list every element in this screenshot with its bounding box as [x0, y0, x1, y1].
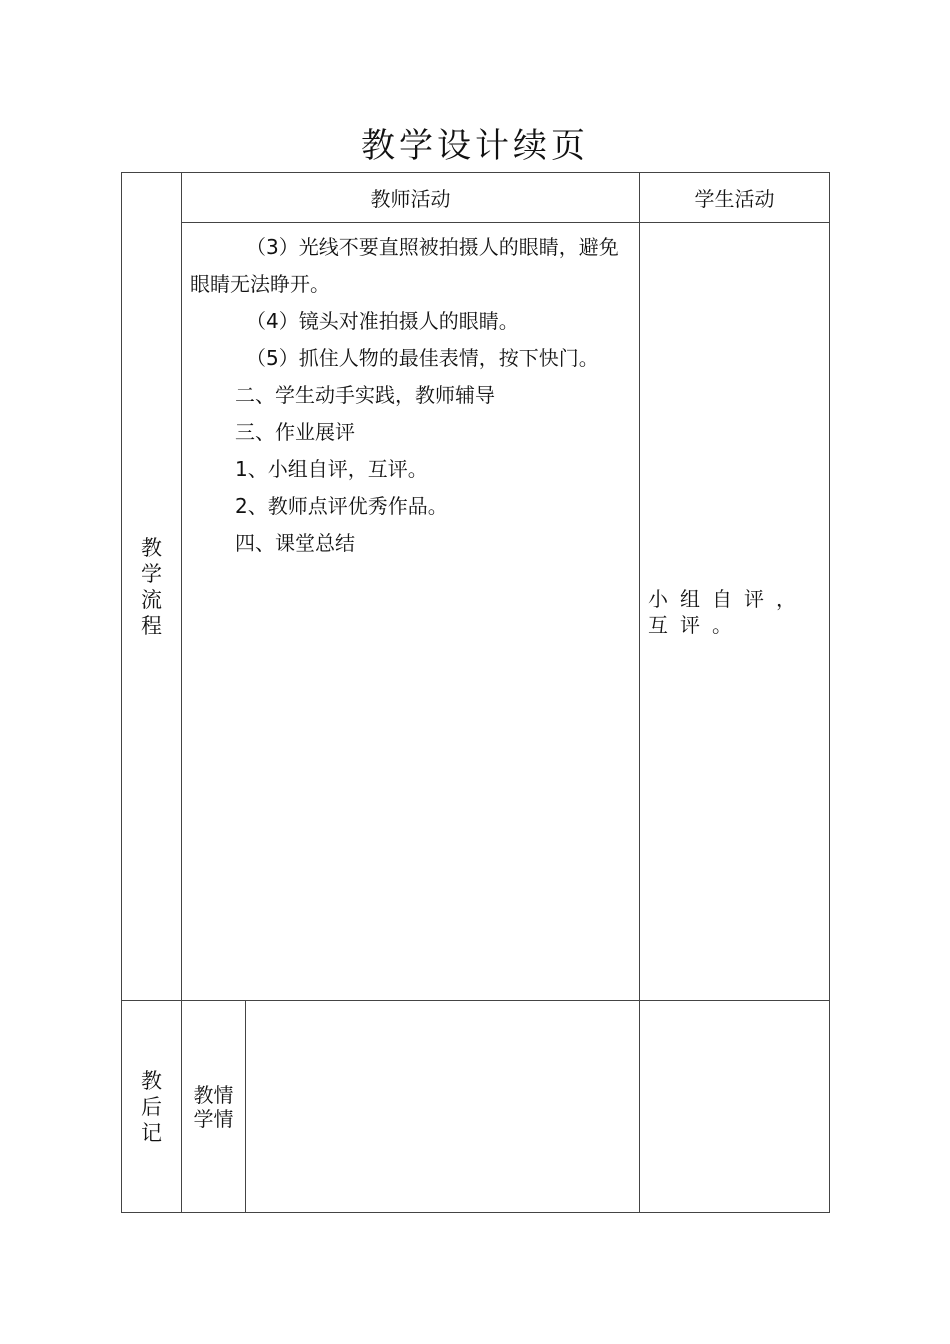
teacher-line: （3）光线不要直照被拍摄人的眼睛，避免眼睛无法睁开。	[190, 235, 619, 296]
section-label-reflection: 教后记	[122, 1001, 182, 1213]
page-title: 教学设计续页	[361, 126, 589, 166]
sub-label-situation: 教情学情	[182, 1001, 246, 1213]
lesson-design-table	[121, 172, 830, 1213]
teacher-line: 1、小组自评，互评。	[235, 457, 428, 481]
teacher-line: 2、教师点评优秀作品。	[235, 494, 448, 518]
teacher-line: （5）抓住人物的最佳表情，按下快门。	[246, 346, 599, 370]
teacher-line: 二、学生动手实践，教师辅导	[235, 383, 495, 407]
teacher-line: （4）镜头对准拍摄人的眼睛。	[246, 309, 519, 333]
reflection-student-cell	[640, 1001, 830, 1213]
section-label-process: 教学流程	[122, 173, 182, 1001]
teacher-line: 三、作业展评	[235, 420, 355, 444]
student-activity-cell: 小组自评，互评。	[640, 223, 830, 1001]
header-teacher-activity: 教师活动	[182, 173, 640, 223]
teacher-activity-cell	[182, 223, 640, 1001]
reflection-content-cell	[246, 1001, 640, 1213]
teacher-line: 四、课堂总结	[235, 531, 355, 555]
header-student-activity: 学生活动	[640, 173, 830, 223]
